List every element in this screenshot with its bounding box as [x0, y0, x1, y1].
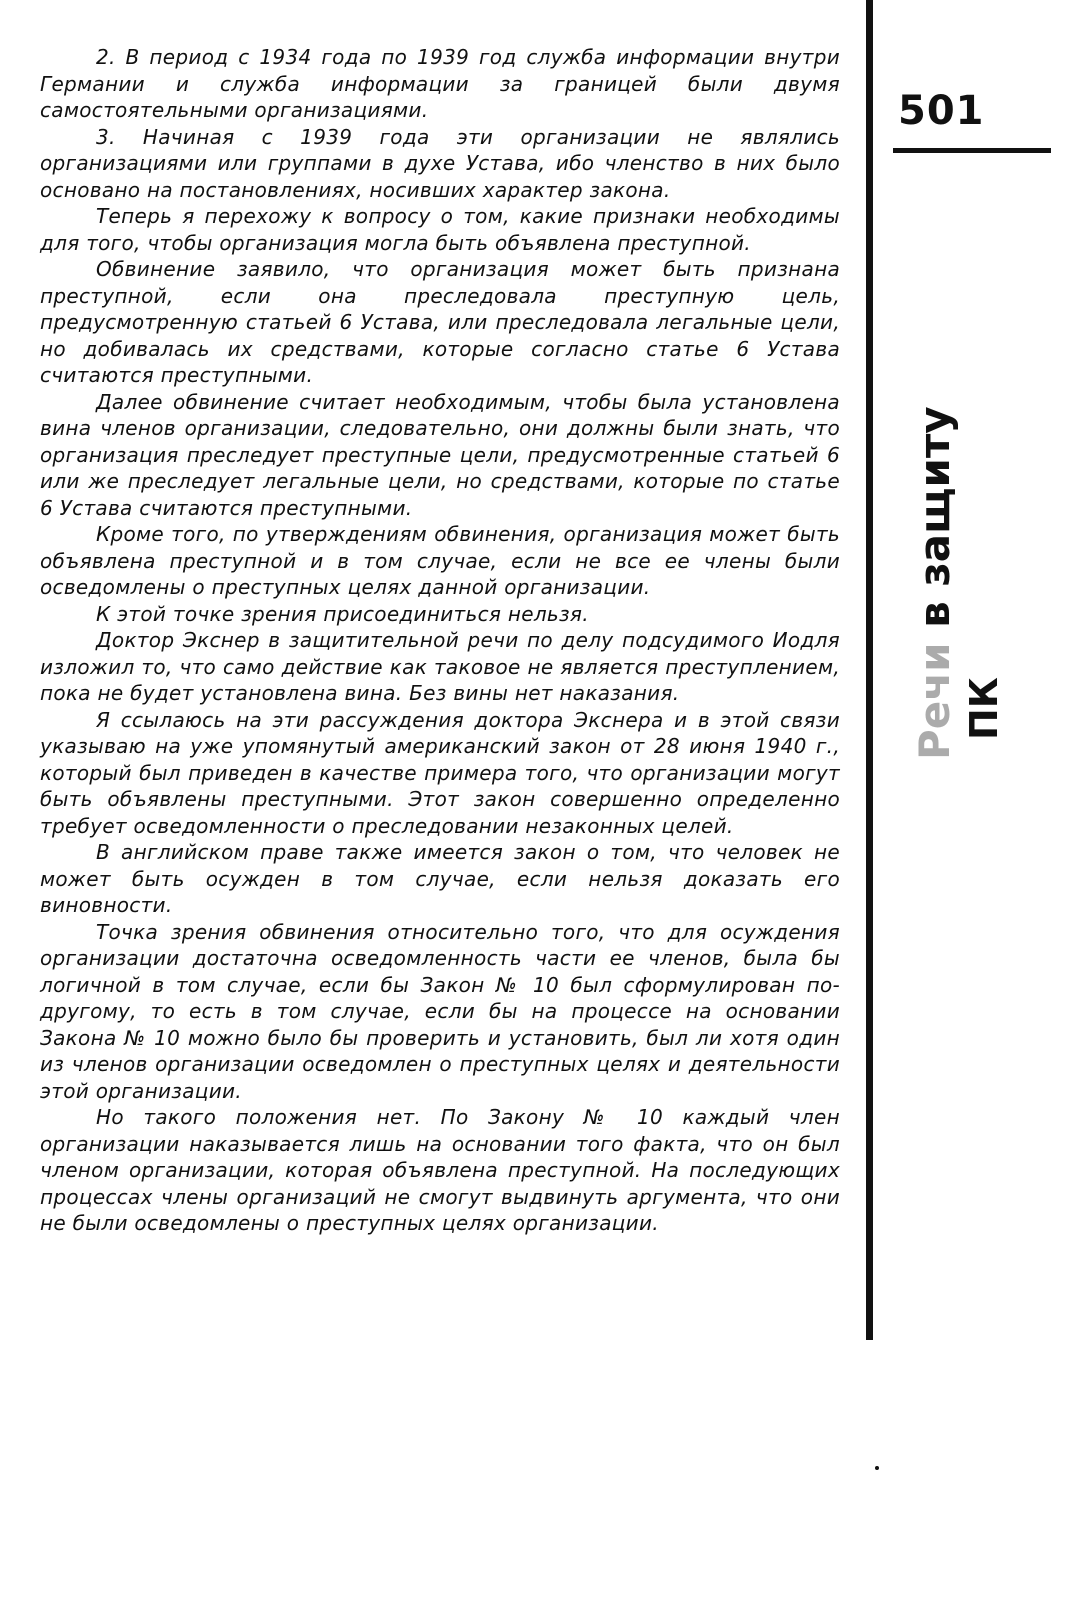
paragraph-5: Далее обвинение считает необходимым, чтобы была установлена вина членов организации, следовательно, они должны были знать, что организация преследует преступные цели, предусмотренные статьей 6 или же преследует легальные цели, но средствами, которые по статье 6 Устава считаются преступными.	[40, 389, 840, 520]
paragraph-4: Обвинение заявило, что организация может быть признана преступной, если она преследовала преступную цель, предусмотренную статьей 6 Устава, или преследовала легальные цели, но добивалась их средствами, которые согласно статье 6 Устава считаются преступными.	[40, 257, 840, 387]
paragraph-7: К этой точке зрения присоединиться нельзя.	[96, 601, 589, 626]
print-dot	[875, 1466, 879, 1470]
paragraph-12: Но такого положения нет. По Закону № 10 каждый член организации наказывается лишь на основании того факта, что он был членом организации, которая объявлена преступной. На последующих процессах члены организаций не смогут выдвинуть аргумента, что они не были осведомлены о преступных целях организации.	[40, 1105, 840, 1235]
running-head-faded: Речи	[910, 627, 959, 760]
page-number: 501	[898, 88, 985, 134]
paragraph-1: 2. В период с 1934 года по 1939 год служба информации внутри Германии и служба информации за границей были двумя самостоятельными организациями.	[40, 45, 840, 122]
vertical-rule	[866, 0, 873, 1340]
side-mark: ПК	[962, 677, 1006, 740]
paragraph-2: 3. Начиная с 1939 года эти организации не являлись организациями или группами в духе Устава, ибо членство в них было основано на постановлениях, носивших характер закона.	[40, 124, 840, 202]
body-text	[40, 44, 840, 1237]
horizontal-rule	[893, 148, 1051, 153]
paragraph-11: Точка зрения обвинения относительно того, что для осуждения организации достаточна осведомленность части ее членов, была бы логичной в том случае, если бы Закон № 10 был сформулирован по-другому, то есть в том случае, если бы на процессе на основании Закона № 10 можно было бы проверить и установить, был ли хотя один из членов организации осведомлен о преступных целях и деятельности этой организации.	[40, 919, 840, 1103]
paragraph-8: Доктор Экснер в защитительной речи по делу подсудимого Иодля изложил то, что само действие как таковое не является преступлением, пока не будет установлена вина. Без вины нет наказания.	[40, 628, 840, 705]
paragraph-9: Я ссылаюсь на эти рассуждения доктора Экснера и в этой связи указываю на уже упомянутый американский закон от 28 июня 1940 г., который был приведен в качестве примера того, что организации могут быть объявлены преступными. Этот закон совершенно определенно требует осведомленности о преследовании незаконных целей.	[40, 707, 840, 838]
paragraph-6: Кроме того, по утверждениям обвинения, организация может быть объявлена преступной и в том случае, если не все ее члены были осведомлены о преступных целях данной организации.	[40, 522, 840, 599]
running-head	[910, 180, 959, 760]
running-head-bold: в защиту	[910, 406, 959, 628]
paragraph-10: В английском праве также имеется закон о том, что человек не может быть осужден в том случае, если нельзя доказать его виновности.	[40, 840, 840, 917]
paragraph-3: Теперь я перехожу к вопросу о том, какие признаки необходимы для того, чтобы организация могла быть объявлена преступной.	[40, 204, 840, 255]
